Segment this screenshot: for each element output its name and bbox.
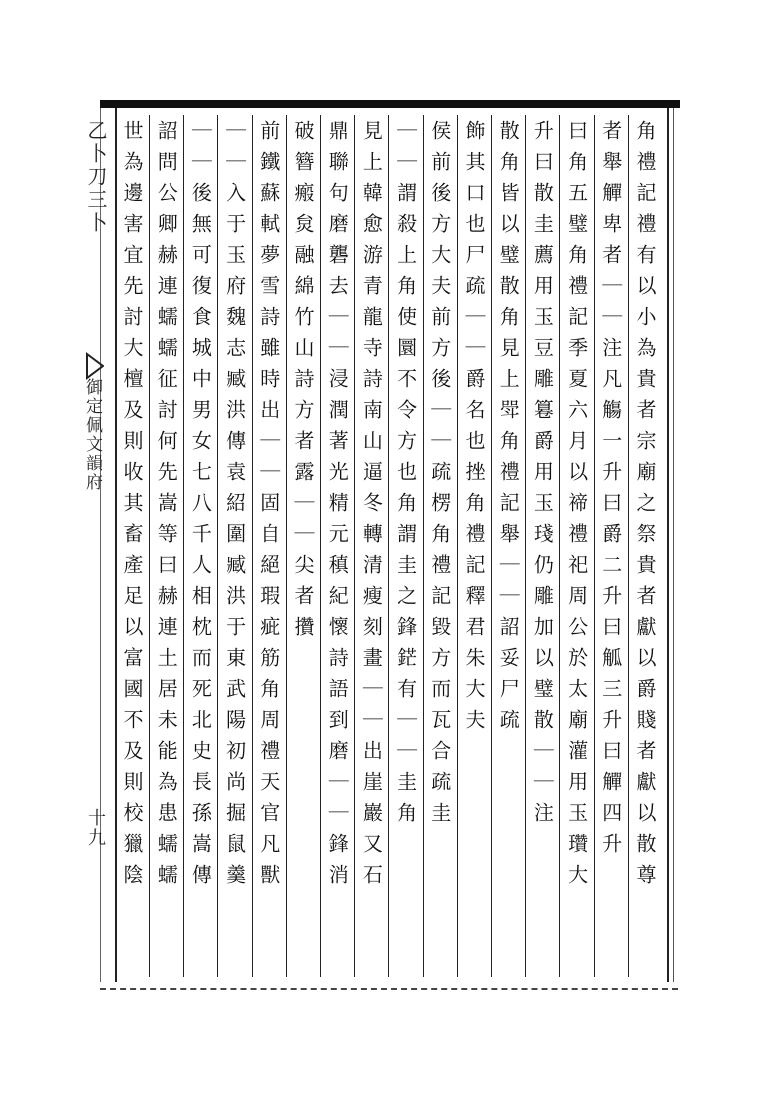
- column-divider: [149, 115, 150, 977]
- text-column: 見上韓愈游青龍寺詩南山逼冬轉清瘦刻畫｜｜出崖巖又石: [359, 120, 384, 895]
- column-divider: [457, 115, 458, 977]
- top-border-rule: [100, 100, 680, 108]
- text-column: 詔問公卿赫連蠕蠕征討何先嵩等曰赫連土居未能為患蠕蠕: [154, 120, 179, 895]
- column-divider: [628, 115, 629, 977]
- text-column: 升曰散圭薦用玉豆雕篹爵用玉琖仍雕加以璧散｜｜注: [530, 120, 555, 833]
- text-column: 散角皆以璧散角見上斝角禮記舉｜｜詔妥尸疏: [496, 120, 521, 740]
- text-column: 曰角五璧角禮記季夏六月以禘禮祀周公於太廟灌用玉瓚大: [564, 120, 589, 895]
- column-divider: [183, 115, 184, 977]
- text-column: ｜｜入于玉府魏志臧洪傳袁紹圍臧洪于東武陽初尚掘鼠羹: [222, 120, 247, 895]
- column-divider: [252, 115, 253, 977]
- text-column: 世為邊害宜先討大檀及則收其畜產足以富國不及則校獵陰: [120, 120, 144, 895]
- text-column: 破簪瘢炱融綿竹山詩方者露｜｜尖者攢: [291, 120, 315, 647]
- text-column: 鼎聯句磨礱去｜｜浸潤著光精元稹紀懷詩語到磨｜｜鋒消: [325, 120, 350, 895]
- column-divider: [286, 115, 287, 977]
- column-divider: [388, 115, 389, 977]
- column-divider: [423, 115, 424, 977]
- text-column: ｜｜謂殺上角使圜不令方也角謂圭之鋒鋩有｜｜圭角: [393, 120, 418, 833]
- column-divider: [594, 115, 595, 977]
- right-border-line: [667, 108, 669, 982]
- right-border-line-outer: [673, 108, 674, 982]
- column-divider: [491, 115, 492, 977]
- column-divider: [525, 115, 526, 977]
- gutter-line: [100, 108, 101, 982]
- margin-book-title: 御定佩文韻府: [82, 378, 102, 492]
- column-divider: [217, 115, 218, 977]
- margin-page-number: 十九: [85, 808, 106, 848]
- text-column: 者舉觶卑者｜｜注凡觴一升曰爵二升曰觚三升曰觶四升: [598, 120, 623, 864]
- text-column: 飾其口也尸疏｜｜爵名也挫角禮記釋君朱大夫: [462, 120, 486, 740]
- fish-tail-icon: [86, 352, 104, 380]
- bottom-border-rule: [100, 988, 678, 993]
- text-column: 角禮記禮有以小為貴者宗廟之祭貴者獻以爵賤者獻以散尊: [633, 120, 657, 895]
- text-column: 侯前後方大夫前方後｜｜疏楞角禮記毀方而瓦合疏圭: [427, 120, 452, 833]
- text-column: ｜｜後無可復食城中男女七八千人相枕而死北史長孫嵩傳: [188, 120, 213, 895]
- margin-volume-marks: 乙卜刀三卜: [84, 120, 108, 235]
- column-divider: [354, 115, 355, 977]
- column-divider: [320, 115, 321, 977]
- text-column: 前鐵蘇軾夢雪詩雖時出｜｜固自絕瑕疵筋角周禮天官凡獸: [256, 120, 281, 895]
- column-divider: [559, 115, 560, 977]
